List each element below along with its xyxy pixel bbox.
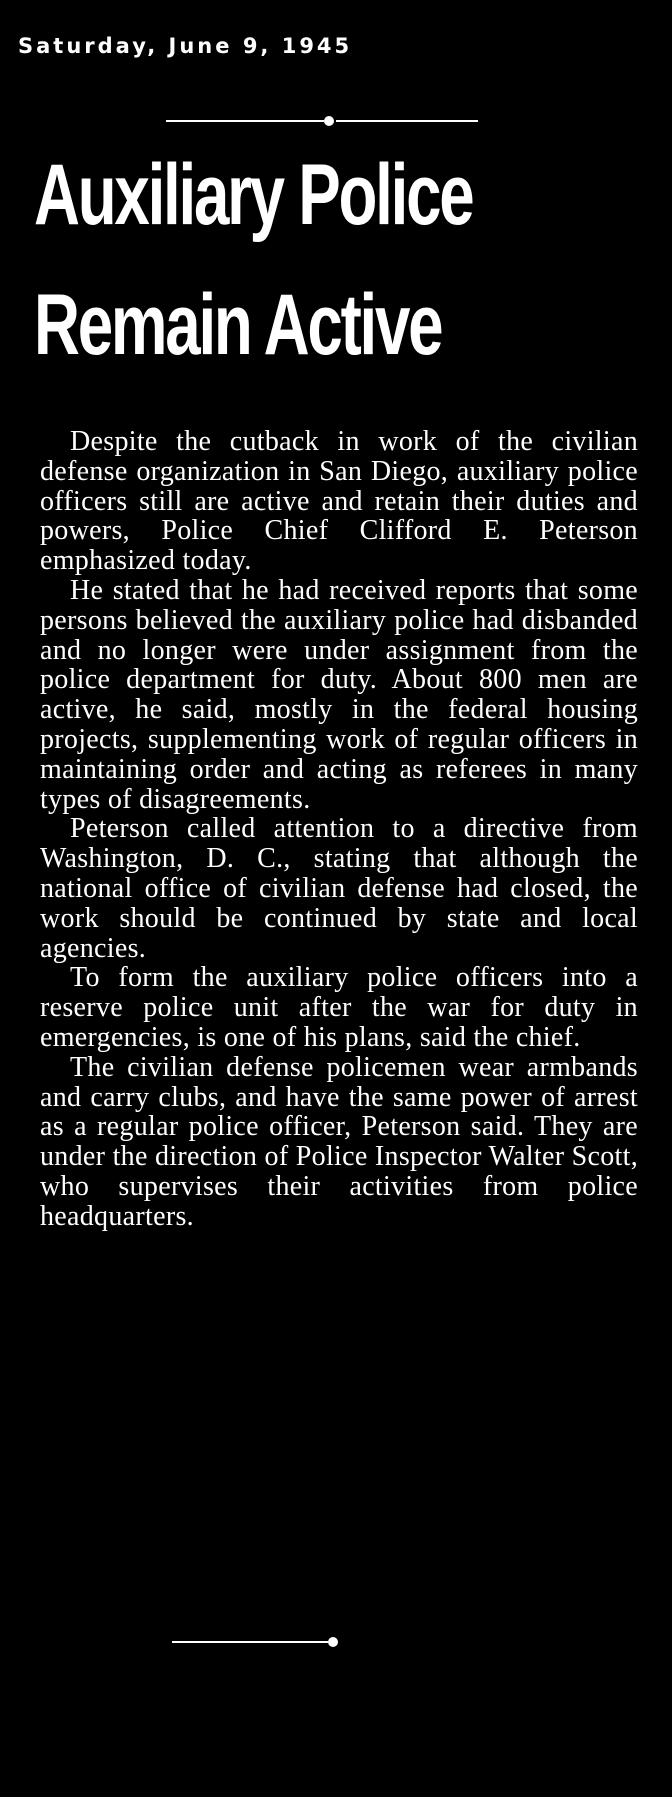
dateline: Saturday, June 9, 1945 [18, 34, 353, 58]
article-paragraph-2: He stated that he had received reports that some persons believed the auxiliary police had disbanded and no longer were under assignment from the police department for duty. About 800 men are active, he said, mostly in the federal housing projects, supplementing work of regular officers in maintaining order and acting as referees in many types of disagreements. [40, 574, 638, 815]
top-rule-right [336, 120, 478, 122]
article-paragraph-5: The civilian defense policemen wear armbands and carry clubs, and have the same power of arrest as a regular police officer, Peterson said. They are under the direction of Police Inspector Walter Scott, who supervises their activities from police headquarters. [40, 1051, 638, 1232]
top-rule-dot [324, 116, 334, 126]
headline-line-1: Auxiliary Police [34, 147, 473, 243]
headline-line-2: Remain Active [34, 277, 442, 373]
article-paragraph-3: Peterson called attention to a directive from Washington, D. C., stating that although the national office of civilian defense had closed, the work should be continued by state and local agencies. [40, 813, 638, 964]
bottom-rule [172, 1641, 328, 1643]
article-paragraph-4: To form the auxiliary police officers into a reserve police unit after the war for duty in emergencies, is one of his plans, said the chief. [40, 962, 638, 1053]
article-body [40, 427, 638, 1232]
bottom-rule-dot [328, 1637, 338, 1647]
article-paragraph-1: Despite the cutback in work of the civilian defense organization in San Diego, auxiliary police officers still are active and retain their duties and powers, Police Chief Clifford E. Peterson emphasized today. [40, 426, 638, 577]
top-rule-left [166, 120, 324, 122]
